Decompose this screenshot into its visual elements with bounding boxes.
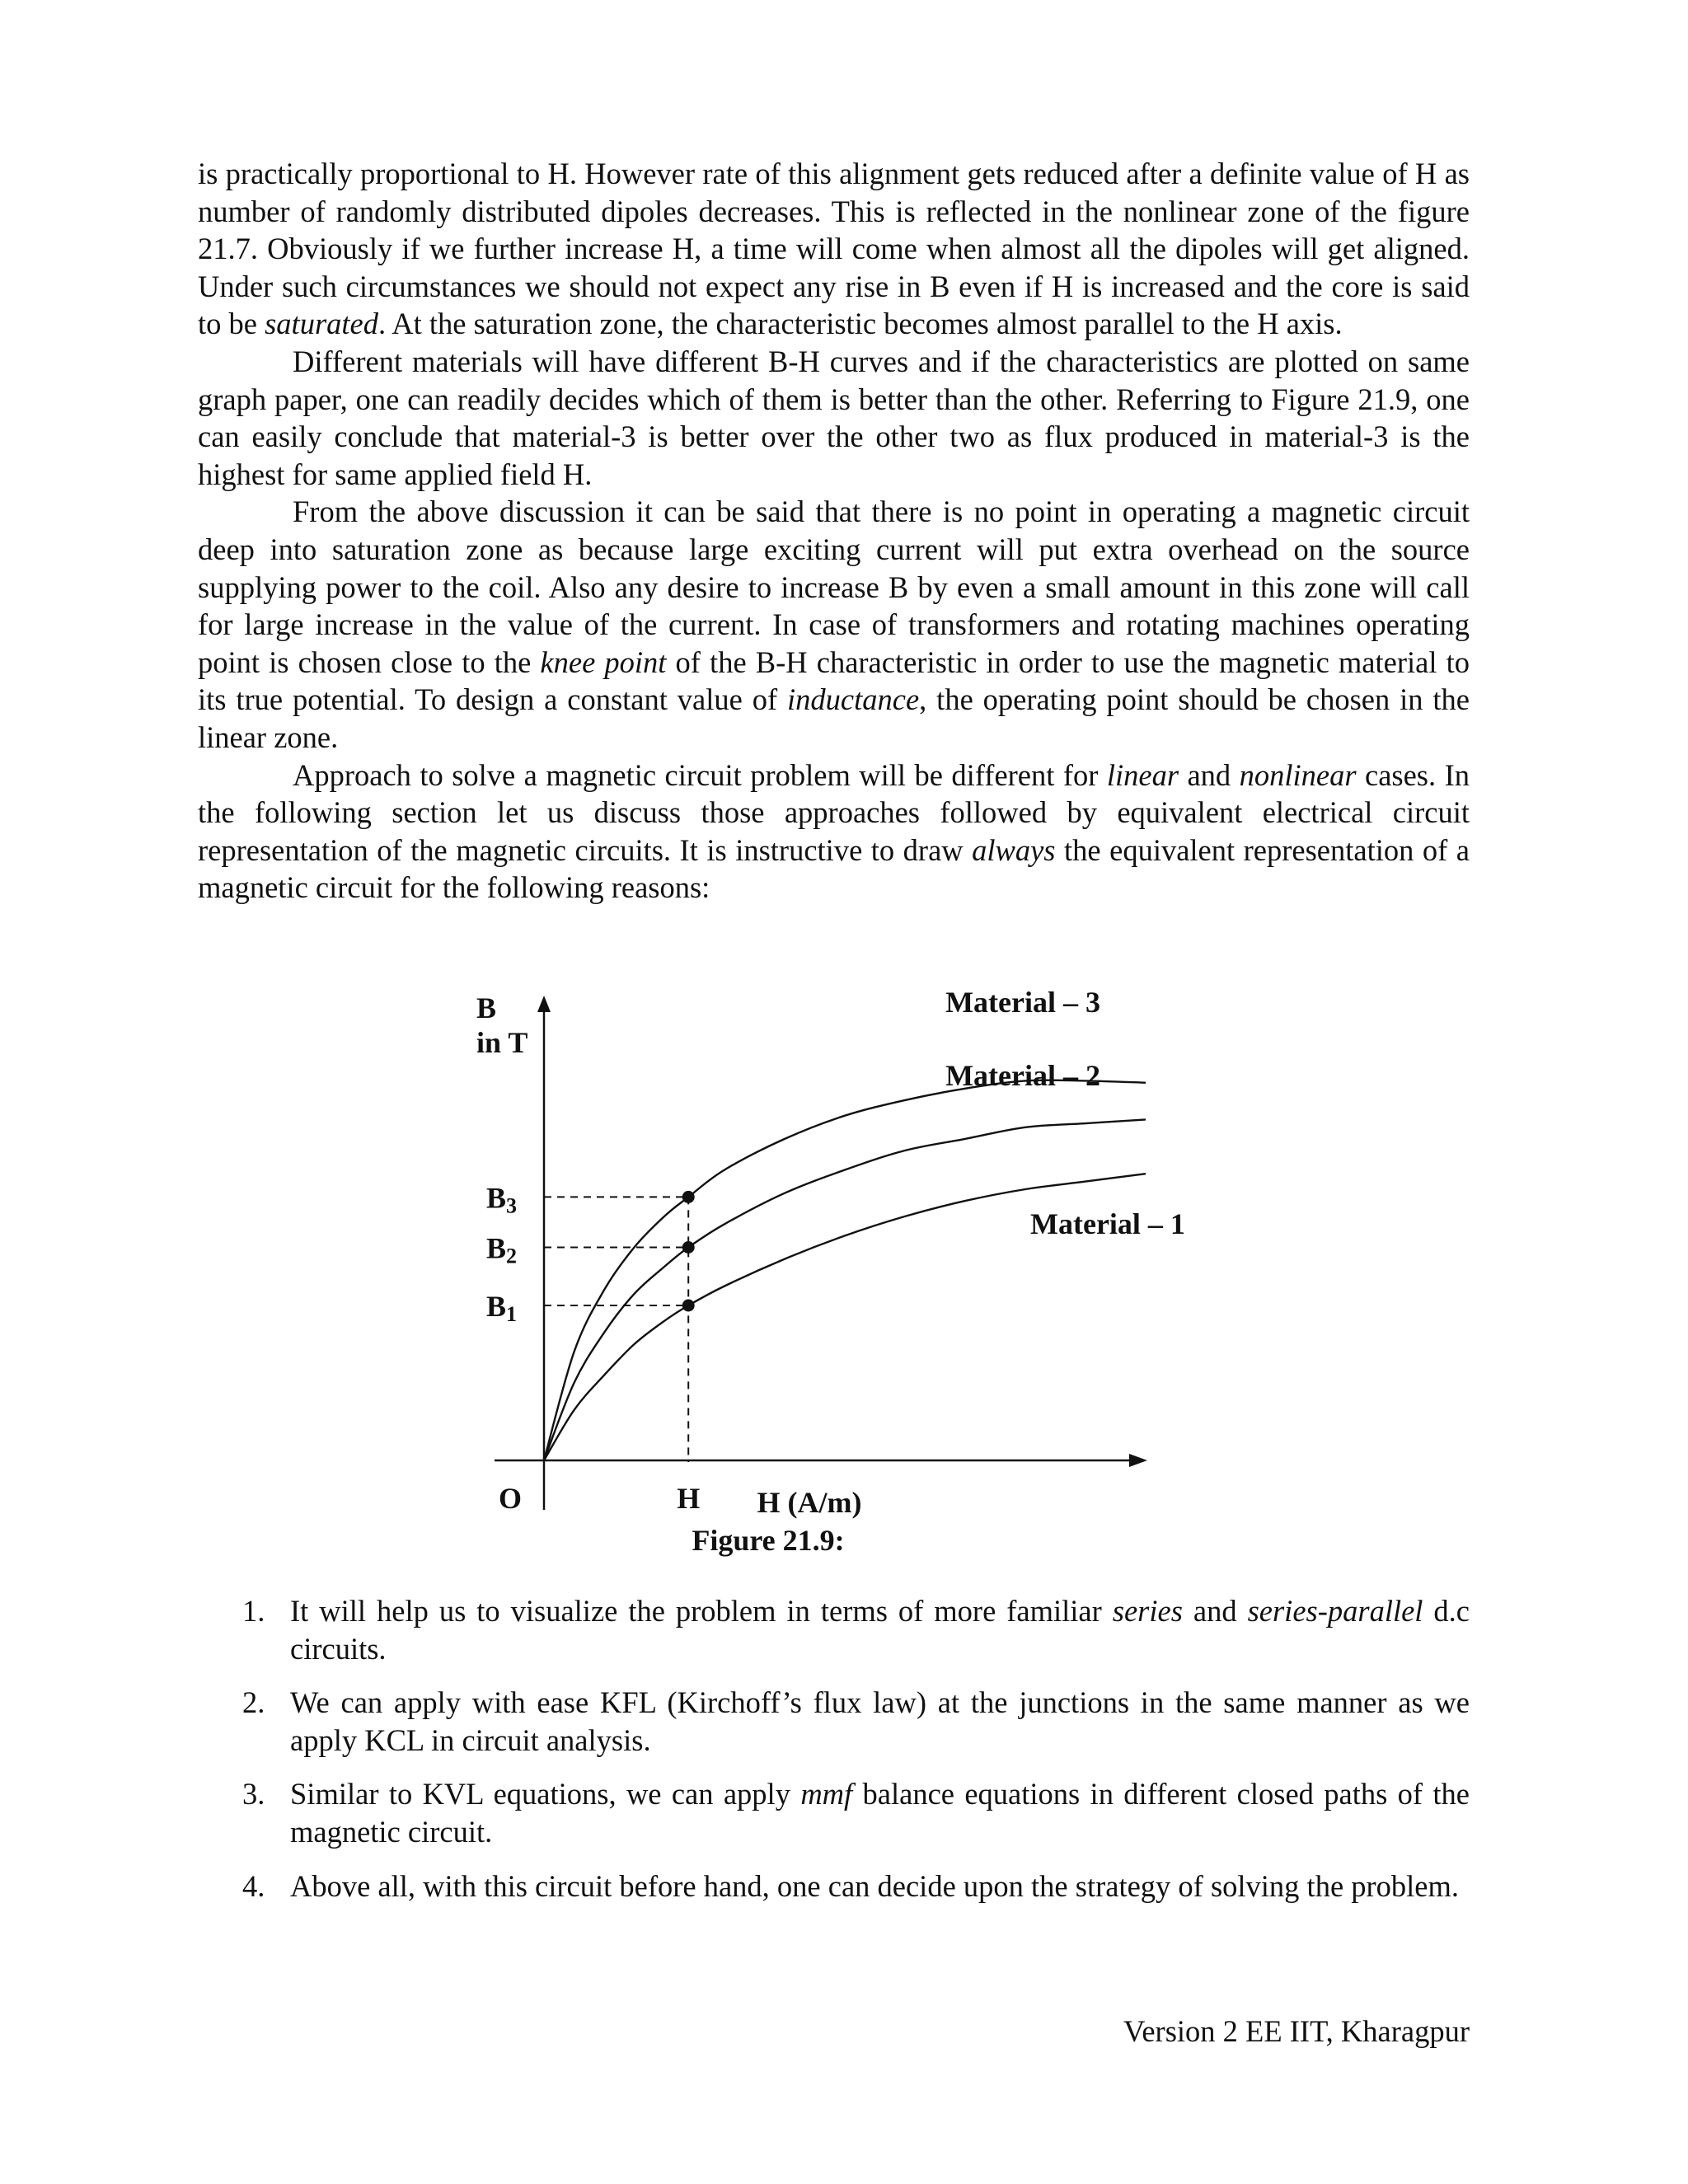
curve-label-b3: Material – 3 — [945, 986, 1100, 1019]
paragraph-2: Different materials will have different B-H curves and if the characteristics are plotted on same graph paper, one can readily decides which of them is better than the other. Referring to Figure 21.9, one can easily conclude that material-3 is better over the other two as flux produced in material-3 is the highest for same applied field H. — [198, 344, 1470, 491]
list-item: 3. Similar to KVL equations, we can apply mmf balance equations in different closed paths of the magnetic circuit. — [242, 1777, 1470, 1849]
list-item: 1. It will help us to visualize the problem in terms of more familiar series and series-parallel d.c circuits. — [242, 1594, 1470, 1666]
x-axis-arrow — [1129, 1454, 1147, 1467]
point-b3 — [682, 1191, 695, 1203]
list-number: 4. — [242, 1868, 265, 1903]
reasons-list — [242, 1592, 1470, 1921]
paragraph-1: is practically proportional to H. However rate of this alignment gets reduced after a definite value of H as number of randomly distributed dipoles decreases. This is reflected in the nonlinear zone of the figure 21.7. Obviously if we further increase H, a time will come when almost all the dipoles will get aligned. Under such circumstances we should not expect any rise in B even if H is increased and the core is said to be saturated. At the saturation zone, the characteristic becomes almost parallel to the H axis. — [198, 157, 1470, 341]
paragraph-3: From the above discussion it can be said that there is no point in operating a magnetic circuit deep into saturation zone as because large exciting current will put extra overhead on the source supplying power to the coil. Also any desire to increase B by even a small amount in this zone will call for large increase in the value of the current. In case of transformers and rotating machines operating point is chosen close to the knee point of the B-H characteristic in order to use the magnetic material to its true potential. To design a constant value of inductance, the operating point should be chosen in the linear zone. — [198, 494, 1470, 754]
y-tick-label-b2: B2 — [486, 1231, 518, 1268]
page-footer: Version 2 EE IIT, Kharagpur — [1123, 2014, 1470, 2048]
list-item: 2. We can apply with ease KFL (Kirchoff’s flux law) at the junctions in the same manner as we apply KCL in circuit analysis. — [242, 1685, 1470, 1757]
y-axis-arrow — [537, 996, 551, 1012]
list-number: 2. — [242, 1685, 265, 1720]
curve-b2 — [544, 1119, 1146, 1460]
curve-b3 — [544, 1080, 1146, 1460]
figure-caption: Figure 21.9: — [692, 1524, 845, 1557]
h-marker-label: H — [677, 1482, 701, 1515]
origin-label: O — [499, 1482, 523, 1515]
list-number: 3. — [242, 1777, 265, 1811]
list-number: 1. — [242, 1594, 265, 1628]
list-item: 4. Above all, with this circuit before hand, one can decide upon the strategy of solving the problem. — [290, 1868, 1470, 1905]
y-tick-label-b1: B1 — [486, 1290, 518, 1326]
y-axis-label-b: B — [476, 991, 497, 1024]
paragraph-4: Approach to solve a magnetic circuit problem will be different for linear and nonlinear cases. In the following section let us discuss those approaches followed by equivalent electrical circuit representation of the magnetic circuits. It is instructive to draw always the equivalent representation of a magnetic circuit for the following reasons: — [198, 757, 1470, 905]
point-b2 — [682, 1241, 695, 1254]
x-axis-label: H (A/m) — [757, 1486, 862, 1519]
curve-label-b1: Material – 1 — [1030, 1207, 1185, 1240]
y-tick-label-b3: B3 — [486, 1181, 518, 1218]
bh-curve-figure — [462, 972, 1253, 1566]
body-text — [198, 155, 1470, 907]
point-b1 — [682, 1300, 695, 1312]
curve-label-b2: Material – 2 — [945, 1059, 1100, 1092]
y-axis-label-unit: in T — [476, 1026, 528, 1059]
